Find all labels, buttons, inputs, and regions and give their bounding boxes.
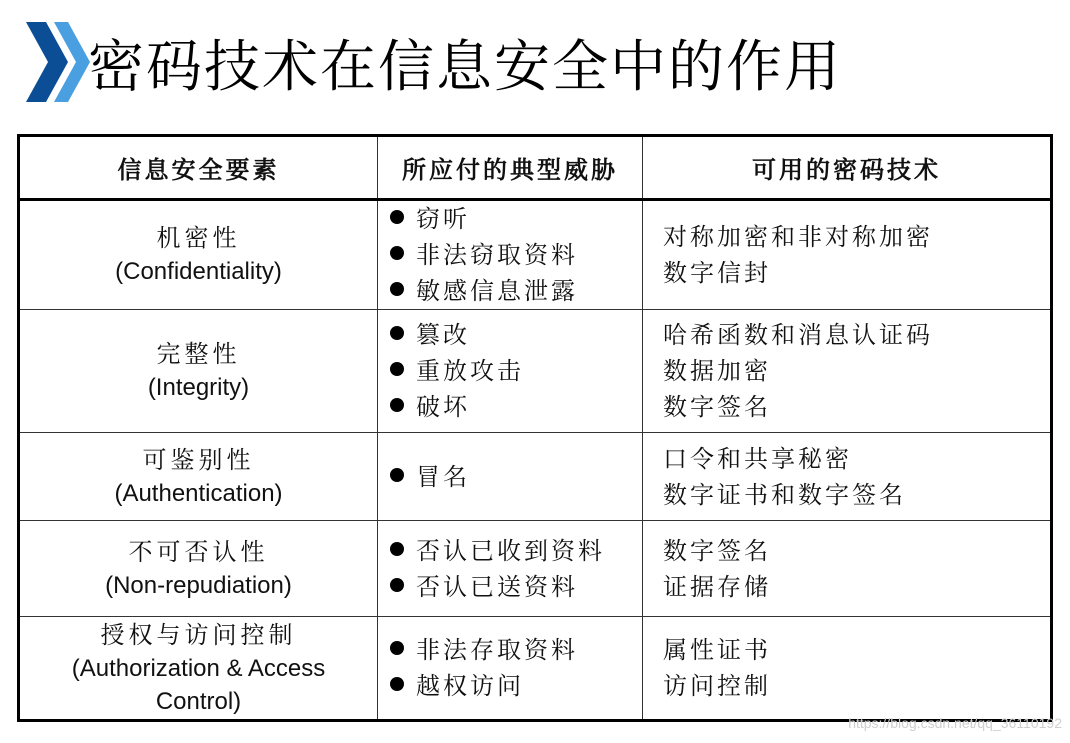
threat-item bbox=[390, 533, 642, 569]
threat-label: 非法窃取资料 bbox=[416, 241, 578, 269]
bullet-icon bbox=[390, 210, 404, 224]
element-name-en: Control) bbox=[155, 687, 242, 715]
bullet-icon bbox=[390, 398, 404, 412]
threat-label: 敏感信息泄露 bbox=[416, 277, 578, 305]
technique-item: 数字信封 bbox=[663, 259, 771, 287]
security-element-cell bbox=[19, 433, 378, 521]
threat-item bbox=[390, 389, 642, 425]
threat-label: 篡改 bbox=[416, 321, 470, 349]
technique-item: 证据存储 bbox=[663, 572, 771, 601]
element-name-en: (Confidentiality) bbox=[115, 258, 282, 285]
technique-item: 数字签名 bbox=[663, 393, 771, 421]
security-element-cell bbox=[19, 521, 378, 617]
threat-item bbox=[390, 273, 642, 309]
threat-item bbox=[390, 459, 642, 495]
security-element-cell bbox=[19, 617, 378, 721]
technique-item: 哈希函数和消息认证码 bbox=[663, 321, 933, 349]
threat-item bbox=[390, 632, 642, 668]
bullet-icon bbox=[390, 641, 404, 655]
column-header: 信息安全要素 bbox=[19, 136, 378, 200]
column-header: 可用的密码技术 bbox=[643, 136, 1052, 200]
double-chevron-right-icon bbox=[22, 20, 92, 104]
threats-cell bbox=[378, 310, 643, 433]
technique-item: 属性证书 bbox=[663, 636, 771, 664]
threats-cell bbox=[378, 433, 643, 521]
threat-label: 窃听 bbox=[416, 205, 470, 233]
threat-label: 重放攻击 bbox=[416, 357, 524, 385]
bullet-icon bbox=[390, 282, 404, 296]
bullet-icon bbox=[390, 468, 404, 482]
threat-item bbox=[390, 201, 642, 237]
technique-item: 数字签名 bbox=[663, 536, 771, 565]
security-element-cell bbox=[19, 310, 378, 433]
threat-item bbox=[390, 237, 642, 273]
element-name-en: (Non-repudiation) bbox=[105, 571, 292, 599]
techniques-cell bbox=[643, 617, 1052, 721]
technique-item: 对称加密和非对称加密 bbox=[663, 223, 933, 251]
threat-item bbox=[390, 353, 642, 389]
security-table-container bbox=[17, 134, 1052, 722]
element-name-zh: 可鉴别性 bbox=[142, 445, 255, 474]
technique-item: 数据加密 bbox=[663, 357, 771, 385]
threat-item bbox=[390, 668, 642, 704]
bullet-icon bbox=[390, 542, 404, 556]
threat-label: 否认已送资料 bbox=[416, 572, 578, 601]
table-header-row bbox=[19, 136, 1052, 200]
bullet-icon bbox=[390, 326, 404, 340]
bullet-icon bbox=[390, 677, 404, 691]
technique-item: 访问控制 bbox=[663, 672, 771, 700]
bullet-icon bbox=[390, 578, 404, 592]
table-row bbox=[19, 310, 1052, 433]
technique-item: 数字证书和数字签名 bbox=[663, 480, 906, 509]
threat-item bbox=[390, 317, 642, 353]
technique-item: 口令和共享秘密 bbox=[663, 444, 852, 473]
threat-label: 否认已收到资料 bbox=[416, 536, 605, 565]
techniques-cell bbox=[643, 200, 1052, 310]
techniques-cell bbox=[643, 310, 1052, 433]
element-name-zh: 不可否认性 bbox=[128, 537, 269, 566]
table-row bbox=[19, 617, 1052, 721]
threat-label: 破坏 bbox=[416, 393, 470, 421]
element-name-zh: 机密性 bbox=[156, 224, 241, 252]
threat-label: 越权访问 bbox=[416, 672, 524, 700]
threat-item bbox=[390, 569, 642, 605]
element-name-en: (Authentication) bbox=[114, 479, 283, 507]
element-name-en: (Integrity) bbox=[147, 374, 250, 401]
element-name-zh: 授权与访问控制 bbox=[100, 620, 297, 649]
column-header: 所应付的典型威胁 bbox=[378, 136, 643, 200]
security-element-cell bbox=[19, 200, 378, 310]
watermark: https://blog.csdn.net/qq_36110192 bbox=[848, 715, 1062, 731]
threats-cell bbox=[378, 521, 643, 617]
slide-header bbox=[0, 0, 1070, 125]
security-table bbox=[17, 134, 1053, 722]
table-row bbox=[19, 200, 1052, 310]
page-title: 密码技术在信息安全中的作用 bbox=[88, 35, 842, 100]
element-name-zh: 完整性 bbox=[156, 340, 241, 368]
table-row bbox=[19, 433, 1052, 521]
threat-label: 冒名 bbox=[416, 462, 470, 491]
bullet-icon bbox=[390, 246, 404, 260]
element-name-en: (Authorization & Access bbox=[71, 654, 326, 682]
bullet-icon bbox=[390, 362, 404, 376]
table-row bbox=[19, 521, 1052, 617]
threats-cell bbox=[378, 617, 643, 721]
threats-cell bbox=[378, 200, 643, 310]
techniques-cell bbox=[643, 433, 1052, 521]
techniques-cell bbox=[643, 521, 1052, 617]
threat-label: 非法存取资料 bbox=[416, 636, 578, 664]
